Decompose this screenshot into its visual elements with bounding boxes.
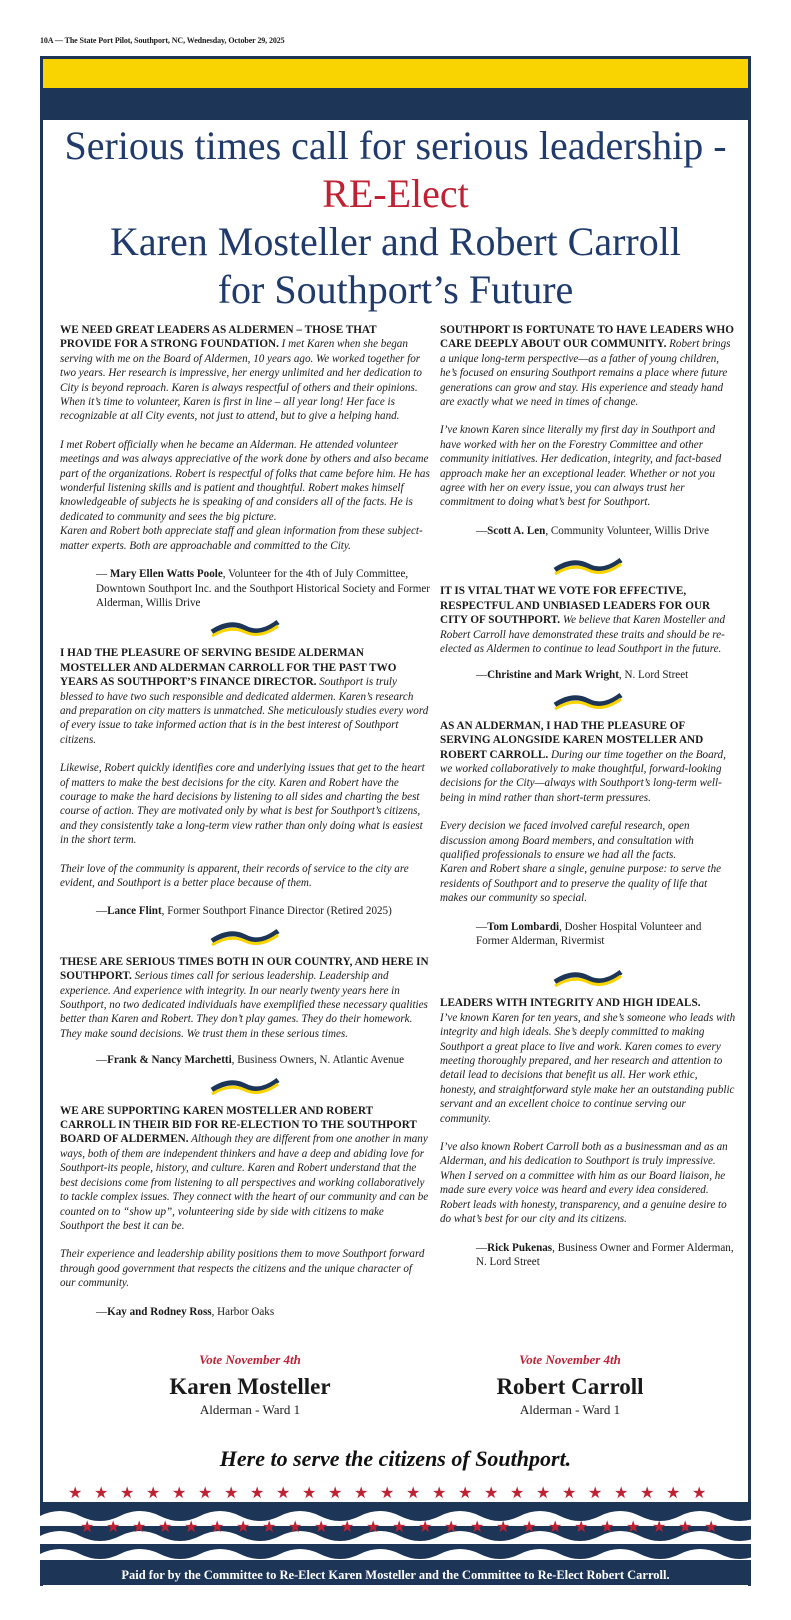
svg-text:★: ★ bbox=[262, 1517, 277, 1536]
svg-text:★: ★ bbox=[614, 1483, 629, 1502]
svg-text:★: ★ bbox=[120, 1483, 135, 1502]
svg-text:★: ★ bbox=[328, 1483, 343, 1502]
svg-text:★: ★ bbox=[418, 1517, 433, 1536]
endorsement-text: THESE ARE SERIOUS TIMES BOTH IN OUR COUNTRY, AND HERE IN SOUTHPORT. Serious times call for serious leadership. Leadership and experience. And experience with integrity. In our nearly twenty years here in Southport, no two dedicated individuals have exemplified these necessary qualities better than Karen and Robert. They don’t play games. They do their homework. They make sound decisions. We trust them in these serious times. bbox=[60, 955, 429, 1040]
left-column bbox=[60, 323, 430, 1325]
candidate-block-karen bbox=[100, 1352, 400, 1418]
svg-text:★: ★ bbox=[250, 1483, 265, 1502]
endorsement-text: LEADERS WITH INTEGRITY AND HIGH IDEALS. bbox=[440, 997, 701, 1010]
endorsement-text: AS AN ALDERMAN, I HAD THE PLEASURE OF SERVING ALONGSIDE KAREN MOSTELLER AND ROBERT CARROLL. During our time together on the Board, we worked collaboratively to make thoughtful, forward-looking decisions for the City—always with Southport’s long-term well-being in mind rather than short-term pressures. bbox=[440, 719, 726, 804]
endorsement-paragraph: Likewise, Robert quickly identifies core and underlying issues that get to the heart of matters to make the best decisions for the city. Karen and Robert have the courage to make the hard decisions by listening to all sides and charting the best course of action. They are motivated only by what is best for Southport’s citizens, and they consistently take a long-term view rather than only doing what is easiest in the short term. bbox=[60, 762, 425, 847]
svg-text:★: ★ bbox=[548, 1517, 563, 1536]
svg-text:★: ★ bbox=[470, 1517, 485, 1536]
headline bbox=[40, 122, 751, 314]
svg-text:★: ★ bbox=[184, 1517, 199, 1536]
svg-text:★: ★ bbox=[68, 1483, 83, 1502]
endorsement-text: SOUTHPORT IS FORTUNATE TO HAVE LEADERS WHO CARE DEEPLY ABOUT OUR COMMUNITY. Robert brings a unique long-term perspective—as a father of young children, he’s focused on ensuring Southport remains a place where future generations can grow and stay. His experience and steady hand are exactly what we need in times of change. bbox=[440, 324, 734, 409]
svg-text:★: ★ bbox=[652, 1517, 667, 1536]
svg-text:★: ★ bbox=[458, 1483, 473, 1502]
endorsement-paragraph: I’ve known Karen since literally my first day in Southport and have worked with her on the Forestry Committee and other community initiatives. Her dedication, integrity, and fact-based approach make her an exceptional leader. Whether or not you agree with her on every issue, you can always trust her commitment to doing what’s best for Southport. bbox=[440, 424, 722, 509]
svg-text:★: ★ bbox=[354, 1483, 369, 1502]
headline-reelect: RE-Elect bbox=[322, 171, 469, 216]
svg-text:★: ★ bbox=[106, 1517, 121, 1536]
svg-text:★: ★ bbox=[276, 1483, 291, 1502]
candidate-name: Robert Carroll bbox=[496, 1374, 644, 1399]
svg-text:★: ★ bbox=[198, 1483, 213, 1502]
vote-date: Vote November 4th bbox=[199, 1352, 301, 1367]
svg-text:★: ★ bbox=[366, 1517, 381, 1536]
vote-date: Vote November 4th bbox=[519, 1352, 621, 1367]
svg-text:★: ★ bbox=[574, 1517, 589, 1536]
slogan: Here to serve the citizens of Southport. bbox=[219, 1446, 572, 1471]
candidate-ward: Alderman - Ward 1 bbox=[519, 1402, 621, 1417]
ad-top-navy-band bbox=[40, 88, 751, 120]
wave-icon bbox=[553, 689, 623, 711]
wave-icon bbox=[210, 925, 280, 947]
endorsement-signature: —Lance Flint, Former Southport Finance Director (Retired 2025) bbox=[96, 905, 392, 918]
endorsement-text: I HAD THE PLEASURE OF SERVING BESIDE ALDERMAN MOSTELLER AND ALDERMAN CARROLL FOR THE PAST TWO YEARS AS SOUTHPORT’S FINANCE DIRECTOR. Southport is truly blessed to have two such responsible and dedicated aldermen. Karen’s research and preparation on city matters is unmatched. She meticulously studies every word of every issue to take informed action that is in the best interest of Southport citizens. bbox=[60, 647, 429, 746]
wave-icon bbox=[210, 616, 280, 638]
endorsement-signature: —Frank & Nancy Marchetti, Business Owners, N. Atlantic Avenue bbox=[96, 1054, 405, 1067]
svg-text:★: ★ bbox=[158, 1517, 173, 1536]
svg-text:★: ★ bbox=[432, 1483, 447, 1502]
svg-text:★: ★ bbox=[314, 1517, 329, 1536]
svg-text:★: ★ bbox=[392, 1517, 407, 1536]
svg-text:★: ★ bbox=[600, 1517, 615, 1536]
svg-text:★: ★ bbox=[444, 1517, 459, 1536]
endorsement-signature: —Scott A. Len, Community Volunteer, Willis Drive bbox=[476, 524, 710, 537]
svg-text:★: ★ bbox=[522, 1517, 537, 1536]
endorsement-text: WE NEED GREAT LEADERS AS ALDERMEN – THOSE THAT PROVIDE FOR A STRONG FOUNDATION. I met Karen when she began serving with me on the Board of Aldermen, 10 years ago. We worked together for two years. Her research is impressive, her energy unlimited and her dedication to City is beyond reproach. Karen is always respectful of others and their opinions. When it’s time to volunteer, Karen is first in line – all year long! Her face is recognizable at all City events, not just to attend, but to give a helping hand. bbox=[60, 324, 422, 423]
paid-for-by-footer: Paid for by the Committee to Re-Elect Karen Mosteller and the Committee to Re-Elect Robert Carroll. bbox=[40, 1565, 751, 1585]
svg-text:★: ★ bbox=[666, 1483, 681, 1502]
headline-line3: Karen Mosteller and Robert Carroll bbox=[110, 219, 681, 264]
candidate-ward: Alderman - Ward 1 bbox=[199, 1402, 301, 1417]
svg-text:★: ★ bbox=[172, 1483, 187, 1502]
wave-icon bbox=[210, 1074, 280, 1096]
endorsement-signature: —Tom Lombardi, Dosher Hospital Volunteer and Former Alderman, Rivermist bbox=[476, 920, 702, 947]
svg-text:★: ★ bbox=[678, 1517, 693, 1536]
svg-text:★: ★ bbox=[704, 1517, 719, 1536]
endorsement-paragraph: Karen and Robert both appreciate staff and glean information from these subject-matter experts. Both are approachable and committed to the City. bbox=[60, 525, 423, 552]
endorsement-signature: —Christine and Mark Wright, N. Lord Street bbox=[476, 669, 689, 682]
endorsement-paragraph: I’ve also known Robert Carroll both as a businessman and as an Alderman, and his dedication to Southport is truly impressive. When I served on a committee with him as our Board liaison, he made sure every voice was heard and every idea considered. Robert leads with honesty, transparency, and a genuine desire to do what’s best for our city and its citizens. bbox=[440, 1141, 728, 1226]
endorsement-paragraph: Every decision we faced involved careful research, open discussion among Board members, and consultation with qualified professionals to ensure we had all the facts. bbox=[440, 820, 694, 861]
endorsement-text: IT IS VITAL THAT WE VOTE FOR EFFECTIVE, RESPECTFUL AND UNBIASED LEADERS FOR OUR CITY OF SOUTHPORT. We believe that Karen Mosteller and Robert Carroll have demonstrated these traits and should be re-elected as Aldermen to continue to lead Southport in the future. bbox=[440, 585, 726, 655]
ad-top-gold-band bbox=[40, 56, 751, 88]
endorsement-signature: — Mary Ellen Watts Poole, Volunteer for the 4th of July Committee, Downtown Southport Inc. and the Southport Historical Society and Former Alderman, Willis Drive bbox=[96, 568, 430, 609]
svg-text:★: ★ bbox=[340, 1517, 355, 1536]
wave-icon bbox=[553, 554, 623, 576]
svg-text:★: ★ bbox=[94, 1483, 109, 1502]
endorsement-signature: —Kay and Rodney Ross, Harbor Oaks bbox=[96, 1305, 275, 1318]
svg-text:★: ★ bbox=[640, 1483, 655, 1502]
endorsement-paragraph: Their love of the community is apparent, their records of service to the city are evident, and Southport is a better place because of them. bbox=[60, 862, 409, 889]
svg-text:★: ★ bbox=[588, 1483, 603, 1502]
svg-text:★: ★ bbox=[380, 1483, 395, 1502]
candidate-block-robert bbox=[420, 1352, 720, 1418]
endorsement-signature: —Rick Pukenas, Business Owner and Former Alderman, N. Lord Street bbox=[476, 1241, 734, 1268]
svg-text:★: ★ bbox=[236, 1517, 251, 1536]
svg-text:★: ★ bbox=[80, 1517, 95, 1536]
headline-line4: for Southport’s Future bbox=[217, 267, 574, 312]
svg-text:★: ★ bbox=[484, 1483, 499, 1502]
endorsement-paragraph: Their experience and leadership ability positions them to move Southport forward through good government that respects the citizens and the unique character of our community. bbox=[60, 1248, 425, 1290]
svg-text:★: ★ bbox=[146, 1483, 161, 1502]
svg-text:★: ★ bbox=[496, 1517, 511, 1536]
wave-icon bbox=[553, 966, 623, 988]
right-column bbox=[440, 323, 736, 1275]
svg-text:★: ★ bbox=[302, 1483, 317, 1502]
svg-text:★: ★ bbox=[406, 1483, 421, 1502]
flag-wave-banner bbox=[40, 1480, 751, 1570]
svg-text:★: ★ bbox=[132, 1517, 147, 1536]
svg-text:★: ★ bbox=[626, 1517, 641, 1536]
svg-text:★: ★ bbox=[210, 1517, 225, 1536]
headline-line1: Serious times call for serious leadership - bbox=[64, 123, 727, 168]
svg-text:★: ★ bbox=[510, 1483, 525, 1502]
svg-text:★: ★ bbox=[692, 1483, 707, 1502]
endorsement-paragraph: I met Robert officially when he became an Alderman. He attended volunteer meetings and was always appreciative of the work done by others and also became part of the organizations. Robert is respectful of folks that came before him. He has wonderful listening skills and is patient and thoughtful. Robert makes himself knowledgeable of subjects he is speaking of and considers all of the facts. He is dedicated to community and sees the big picture. bbox=[60, 438, 430, 523]
svg-text:★: ★ bbox=[536, 1483, 551, 1502]
svg-text:★: ★ bbox=[224, 1483, 239, 1502]
endorsement-text: WE ARE SUPPORTING KAREN MOSTELLER AND ROBERT CARROLL IN THEIR BID FOR RE-ELECTION TO THE SOUTHPORT BOARD OF ALDERMEN. Although they are different from one another in many ways, both of them are independent thinkers and have a deep and abiding love for Southport-its people, history, and culture. Karen and Robert understand that the best decisions come from listening to all perspectives and working collaboratively to tackle complex issues. They connect with the heart of our community and can be counted on to “show up”, volunteering side by side with citizens to make Southport the best it can be. bbox=[60, 1104, 429, 1232]
page-header: 10A — The State Port Pilot, Southport, NC, Wednesday, October 29, 2025 bbox=[40, 36, 285, 45]
endorsement-paragraph: I’ve known Karen for ten years, and she’s someone who leads with integrity and high ideals. She’s deeply committed to making Southport a great place to live and work. Karen comes to every meeting thoroughly prepared, and her research and attention to detail lead to decisions that benefit us all. Her work ethic, honesty, and straightforward style make her an outstanding public servant and an excellent choice to continue serving our community. bbox=[440, 1011, 736, 1125]
candidate-name: Karen Mosteller bbox=[169, 1374, 331, 1399]
svg-text:★: ★ bbox=[562, 1483, 577, 1502]
endorsement-paragraph: Karen and Robert share a single, genuine purpose: to serve the residents of Southport and to preserve the quality of life that makes our community so special. bbox=[440, 863, 722, 905]
svg-text:★: ★ bbox=[288, 1517, 303, 1536]
